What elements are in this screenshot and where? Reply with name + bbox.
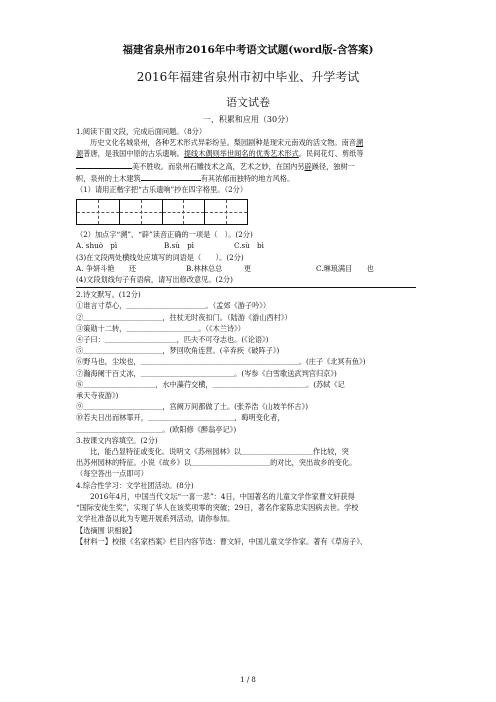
- question-4-stem: 4.综合性学习：文学社团活动。(8分): [76, 480, 194, 490]
- recitation-line: ②＿＿＿＿＿＿＿＿＿＿＿，拄杖无时夜扣门。（陆游《游山西村》）: [76, 312, 292, 322]
- recitation-line: ⑨＿＿＿＿＿＿＿＿＿＿＿，宫阙万间都做了土。(张养浩《山坡羊怀古》): [76, 402, 309, 412]
- question-3-line: （每空答出一点即可）: [76, 469, 148, 479]
- underlined-sentence: 提线木偶则举世闻名的优秀艺术形式: [183, 149, 299, 159]
- paper-title: 语文试卷: [226, 96, 270, 109]
- writing-grid[interactable]: [76, 199, 248, 225]
- passage-line: [76, 160, 416, 172]
- question-4-line: “国际安徒生奖”，实现了华人在该奖项零的突破；29日，著名作家陈忠实因病去世。学校: [76, 503, 359, 513]
- question-1-3: (3)在文段两处横线处应填写的词语是（ ）。(2分): [76, 252, 244, 262]
- question-1-2: （2）加点字“溯”、“辟”读音正确的一项是（ ）。(2分): [76, 230, 253, 240]
- question-2-stem: 2.诗文默写。(12分): [76, 290, 141, 300]
- question-1-stem: 1.阅读下面文段，完成后面问题。（8分）: [76, 127, 207, 136]
- page-number: 1 / 8: [240, 676, 256, 684]
- grid-cell[interactable]: [120, 200, 163, 224]
- recitation-line: ⑦瀚海阑干百丈冰，＿＿＿＿＿＿＿＿＿＿＿＿＿。(岑参《白雪歌送武判官归京》): [76, 368, 337, 378]
- passage-text: 美不胜收。而泉州石雕技术之高，艺术之妙，在国内另: [132, 161, 305, 171]
- recitation-line: ③策勋十二转，＿＿＿＿＿＿＿＿＿＿。（《木兰诗》）: [76, 323, 245, 333]
- question-3-line: 出苏州园林的特征。小说《故乡》以＿＿＿＿＿＿＿＿＿＿＿的对比，突出故乡的变化。: [76, 458, 357, 468]
- question-3-line: 比，能凸显特征或变化。说明文《苏州园林》以＿＿＿＿＿＿＿＿＿＿作比较，突: [90, 447, 349, 457]
- fill-blank[interactable]: [141, 172, 201, 181]
- passage-underlined: 源: [76, 149, 84, 159]
- question-4-line: 【材料一】校报《名家档案》栏目内容节选：曹文轩，中国儿童文学作家。著有《草房子》、: [76, 536, 368, 546]
- recitation-line: ①谁言寸草心，＿＿＿＿＿＿＿＿＿＿＿。（孟郊《游子吟》）: [76, 301, 271, 311]
- recitation-line: ⑤＿＿＿＿＿＿＿＿＿＿＿，梦回吹角连营。(辛弃疾《破阵子》): [76, 346, 280, 356]
- option-b: B.sù pì: [164, 241, 194, 251]
- question-1-4: (4)文段划线句子有语病，请写出修改意见。(2分): [76, 275, 233, 285]
- recitation-line: ⑥野马也，尘埃也，＿＿＿＿＿＿＿＿＿＿＿＿＿＿＿＿＿＿＿＿＿＿。(庄子《北冥有鱼》): [76, 357, 366, 367]
- exam-title: 2016年福建省泉州市初中毕业、升学考试: [136, 70, 360, 84]
- question-1-3-options: [76, 263, 416, 274]
- question-4-line: 【选摘围 识相貌】: [76, 525, 136, 535]
- question-4-line: 文学社准备以此为专题开展系列活动，请你参加。: [76, 514, 235, 524]
- grid-cell[interactable]: [77, 200, 120, 224]
- passage-underlined: 溯: [355, 138, 364, 148]
- passage-text: 蹊径，独树一: [311, 161, 355, 171]
- passage-text: 。民间花灯、剪纸等: [298, 149, 364, 159]
- answer-line[interactable]: [76, 287, 416, 288]
- recitation-line: ＿＿＿＿＿＿＿＿＿＿＿＿。(欧阳修《醉翁亭记》): [76, 424, 237, 434]
- passage-line: [76, 172, 416, 184]
- option-b: B.林林总总 更: [186, 263, 252, 273]
- option-c: C.sù bì: [234, 241, 264, 251]
- passage-text: 帜，泉州的土木建筑: [76, 173, 141, 183]
- section-heading: 一、积累和应用（30分）: [202, 115, 294, 124]
- passage-underlined: 辟: [304, 161, 312, 171]
- question-1-1: （1）请用正楷字把“古乐遗响”抄在四字格里。（2分）: [76, 185, 248, 195]
- passage-text: 有其浓郁而独特的地方风格。: [200, 173, 295, 183]
- fill-blank[interactable]: [76, 160, 132, 169]
- option-c: C.琳琅满目 也: [316, 263, 374, 273]
- recitation-line: ⑩若夫日出而林霏开，＿＿＿＿＿＿＿＿＿＿＿＿，晦明变化者，: [76, 413, 285, 423]
- option-a: A. 争妍斗艳 还: [76, 263, 137, 273]
- grid-cell[interactable]: [163, 200, 206, 224]
- option-a: A. shuò pì: [76, 241, 118, 251]
- question-4-line: 2016年4月，中国当代文坛“一喜一悲”：4日，中国著名的儿童文学作家曹文轩获得: [90, 491, 355, 501]
- document-body: [76, 126, 416, 547]
- recitation-line: ⑧＿＿＿＿＿＿＿＿＿＿，水中藻荇交横，＿＿＿＿＿＿＿＿＿＿＿＿＿。(苏轼《记: [76, 379, 345, 389]
- passage-line: [76, 148, 416, 159]
- passage-line: [76, 137, 416, 148]
- passage-text: 普唐，是我国中原的古乐遗响。: [83, 149, 184, 159]
- recitation-line: ④子曰：＿＿＿＿＿＿＿＿＿＿，匹夫不可夺志也。(《论语》): [76, 335, 269, 345]
- recitation-line: 承天寺夜游》): [76, 391, 119, 401]
- document-title: 福建省泉州市2016年中考语文试题(word版-含答案): [122, 44, 374, 56]
- grid-cell[interactable]: [205, 200, 247, 224]
- passage-text: 历史文化名城泉州，各种艺术形式异彩纷呈。梨园剧种是现宋元南戏的活文物。南音: [90, 138, 356, 148]
- question-1-2-options: [76, 240, 416, 251]
- question-3-stem: 3.按课文内容填空。(2分): [76, 435, 158, 445]
